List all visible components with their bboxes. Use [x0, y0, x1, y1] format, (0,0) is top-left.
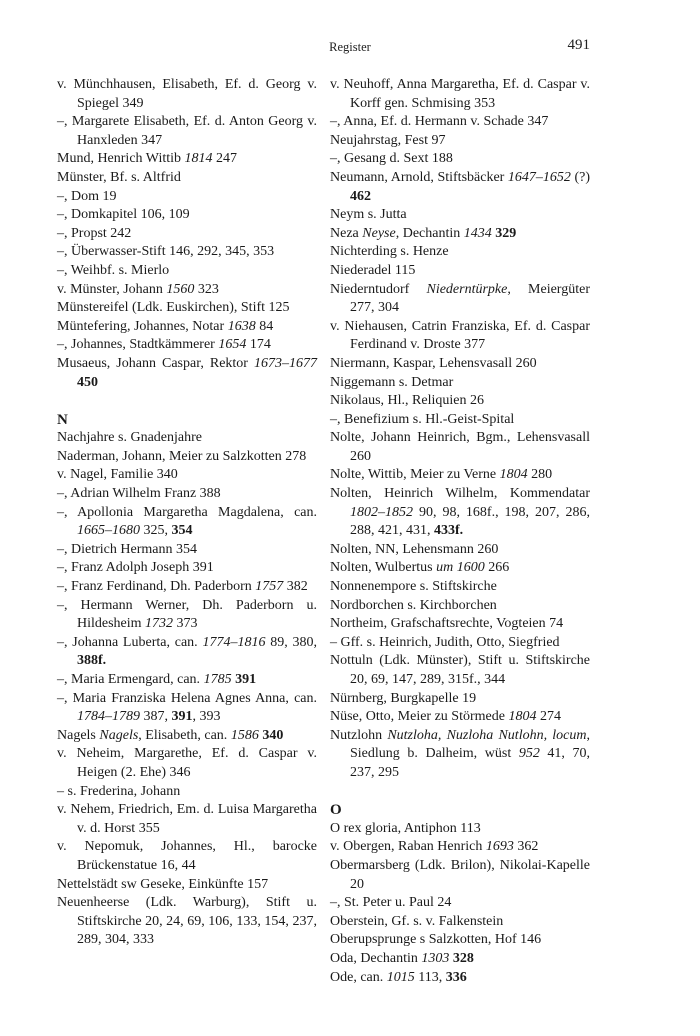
index-entry [57, 783, 317, 802]
index-entry [330, 225, 590, 244]
entry-text-run: Obermarsberg (Ldk. Brilon), Nikolai-Kapelle 20 [330, 857, 590, 892]
entry-text-run: Niederadel 115 [330, 262, 416, 278]
entry-text-run: O rex gloria, Antiphon 113 [330, 820, 481, 836]
index-entry [330, 374, 590, 393]
index-entry [330, 318, 590, 355]
index-entry [57, 281, 317, 300]
entry-text-run: –, Adrian Wilhelm Franz 388 [57, 486, 221, 502]
entry-text-run: v. Nepomuk, Johannes, Hl., barocke Brückenstatue 16, 44 [57, 839, 317, 873]
index-entry [330, 838, 590, 857]
index-entry [57, 448, 317, 467]
entry-text-run: 1693 [485, 839, 514, 855]
entry-text-run: –, Dom 19 [57, 188, 117, 204]
entry-text-run: 1654 [218, 337, 247, 353]
index-entry [57, 578, 317, 597]
entry-text-run: –, Benefizium s. Hl.-Geist-Spital [330, 411, 515, 427]
index-entry [330, 931, 590, 950]
index-entry [330, 950, 590, 969]
index-entry [330, 243, 590, 262]
entry-text-run: –, Franz Ferdinand, Dh. Paderborn [57, 579, 256, 595]
section-spacer [57, 392, 317, 411]
index-entry [330, 206, 590, 225]
entry-text-run: Oberupsprunge s Salzkotten, Hof 146 [330, 932, 542, 948]
entry-text-run: 280 [527, 467, 553, 483]
index-entry [57, 634, 317, 671]
index-entry [330, 727, 590, 783]
entry-text-run: Nüse, Otto, Meier zu Störmede [330, 709, 509, 725]
entry-text-run: –, Maria Ermengard, can. [57, 672, 204, 687]
index-entry [330, 392, 590, 411]
entry-text-run: 354 [171, 523, 193, 539]
entry-text-run: v. Neuhoff, Anna Margaretha, Ef. d. Caspar v. Korff gen. Schmising 353 [330, 77, 590, 111]
entry-text-run: –, Johanna Luberta, can. [57, 634, 203, 650]
entry-text-run: 387, [140, 709, 172, 725]
index-entry [330, 894, 590, 913]
entry-text-run: 462 [350, 188, 371, 204]
entry-text-run: 266 [484, 560, 510, 576]
entry-text-run: 340 [262, 727, 284, 743]
entry-text-run: –, Hermann Werner, Dh. Paderborn u. Hildesheim [57, 597, 317, 632]
entry-text-run: v. Nehem, Friedrich, Em. d. Luisa Margaretha v. d. Horst 355 [57, 802, 317, 836]
index-entry [57, 299, 317, 318]
entry-text-run: 1586 [230, 727, 259, 743]
entry-text-run: Neyse [362, 225, 396, 241]
index-entry [330, 113, 590, 132]
entry-text-run: Nürnberg, Burgkapelle 19 [330, 690, 477, 706]
entry-text-run: , Siedlung b. Dalheim, wüst [350, 727, 590, 762]
entry-text-run: Musaeus, Johann Caspar, Rektor [57, 355, 254, 371]
entry-text-run: 952 [518, 746, 540, 762]
entry-text-run: O [330, 802, 342, 819]
index-entry [330, 466, 590, 485]
index-entry [330, 969, 590, 988]
entry-text-run: Neumann, Arnold, Stiftsbäcker [330, 169, 508, 185]
entry-text-run: Nolte, Johann Heinrich, Bgm., Lehensvasall 260 [330, 430, 590, 464]
entry-text-run: 1802–1852 [350, 504, 413, 520]
entry-text-run: 1784–1789 [77, 709, 140, 725]
index-entry [330, 355, 590, 374]
entry-text-run: 1303 [421, 950, 450, 966]
section-letter [330, 801, 590, 820]
entry-text-run: Oberstein, Gf. s. v. Falkenstein [330, 913, 504, 929]
entry-text-run: 1804 [499, 467, 528, 483]
entry-text-run: 1785 [203, 672, 232, 687]
index-entry [330, 150, 590, 169]
index-entry [330, 132, 590, 151]
entry-text-run: 1757 [255, 579, 284, 595]
entry-text-run: Nolten, Heinrich Wilhelm, Kommendatar [330, 486, 590, 502]
index-entry [330, 281, 590, 318]
index-entry [330, 913, 590, 932]
index-entry [57, 504, 317, 541]
entry-text-run: Niederntürpke [426, 281, 508, 297]
index-entry [330, 690, 590, 709]
entry-text-run: 323 [194, 281, 219, 297]
index-entry [57, 150, 317, 169]
index-entry [57, 429, 317, 448]
entry-text-run: (?) [570, 169, 590, 185]
entry-text-run: Oda, Dechantin [330, 950, 422, 966]
entry-text-run: Münstereifel (Ldk. Euskirchen), Stift 125 [57, 300, 290, 316]
index-entry [330, 857, 590, 894]
entry-text-run: –, St. Peter u. Paul 24 [330, 895, 452, 911]
entry-text-run: Nolten, Wulbertus [330, 560, 437, 576]
entry-text-run: 1638 [227, 318, 256, 334]
index-entry [330, 169, 590, 206]
entry-text-run: –, Maria Franziska Helena Agnes Anna, can. [57, 690, 317, 706]
entry-text-run: 362 [513, 839, 539, 855]
index-entry [330, 820, 590, 839]
entry-text-run: , Elisabeth, can. [138, 727, 231, 743]
entry-text-run: 391 [235, 672, 257, 687]
index-entry [57, 745, 317, 782]
index-entry [330, 76, 590, 113]
entry-text-run: 450 [77, 374, 98, 390]
entry-text-run: 247 [212, 151, 237, 167]
index-entry [57, 225, 317, 244]
index-entry [57, 690, 317, 727]
index-entry [57, 597, 317, 634]
index-entry [330, 615, 590, 634]
entry-text-run: , 393 [192, 709, 221, 725]
entry-text-run: 336 [445, 969, 467, 985]
index-entry [57, 169, 317, 188]
index-column-left [57, 76, 317, 950]
entry-text-run: –, Apollonia Margaretha Magdalena, can. [57, 504, 317, 520]
entry-text-run: 1732 [145, 616, 174, 632]
entry-text-run: N [57, 411, 68, 428]
entry-text-run: v. Neheim, Margarethe, Ef. d. Caspar v. Heigen (2. Ehe) 346 [57, 746, 317, 780]
entry-text-run: Neza [330, 225, 363, 241]
index-entry [330, 411, 590, 430]
entry-text-run: Nutzlohn [330, 727, 388, 743]
index-entry [57, 727, 317, 746]
entry-text-run: Nichterding s. Henze [330, 244, 449, 260]
entry-text-run: –, Gesang d. Sext 188 [330, 151, 453, 167]
entry-text-run: v. Obergen, Raban Henrich [330, 839, 486, 855]
index-entry [57, 206, 317, 225]
entry-text-run: 325, [140, 523, 172, 539]
entry-text-run: 174 [246, 337, 271, 353]
entry-text-run: Nagels [57, 727, 100, 743]
entry-text-run: 328 [452, 950, 474, 966]
entry-text-run: 1665–1680 [77, 523, 140, 539]
entry-text-run: Nagels [99, 727, 139, 743]
entry-text-run: –, Margarete Elisabeth, Ef. d. Anton Georg v. Hanxleden 347 [57, 114, 317, 148]
index-entry [57, 318, 317, 337]
index-entry [330, 578, 590, 597]
entry-text-run: 84 [255, 318, 274, 334]
entry-text-run: –, Propst 242 [57, 225, 132, 241]
section-spacer [330, 783, 590, 802]
section-letter [57, 411, 317, 430]
running-head: Register [329, 40, 371, 54]
entry-text-run: 1814 [184, 151, 213, 167]
entry-text-run: –, Franz Adolph Joseph 391 [57, 560, 214, 576]
entry-text-run: –, Anna, Ef. d. Hermann v. Schade 347 [330, 114, 549, 130]
entry-text-run: Nutzloha, Nuzloha Nutlohn, locum [387, 727, 587, 743]
entry-text-run: Neym s. Jutta [330, 207, 407, 223]
entry-text-run: Niermann, Kaspar, Lehensvasall 260 [330, 355, 537, 371]
entry-text-run: Nachjahre s. Gnadenjahre [57, 430, 202, 446]
entry-text-run: –, Dietrich Hermann 354 [57, 541, 197, 557]
index-entry [330, 262, 590, 281]
index-entry [330, 634, 590, 653]
entry-text-run: Nonnenempore s. Stiftskirche [330, 579, 497, 595]
index-entry [57, 876, 317, 895]
index-entry [57, 801, 317, 838]
entry-text-run: v. Münchhausen, Elisabeth, Ef. d. Georg v. Spiegel 349 [57, 77, 317, 111]
entry-text-run: v. Nagel, Familie 340 [57, 467, 178, 483]
index-entry [57, 559, 317, 578]
index-entry [57, 541, 317, 560]
entry-text-run: 391 [171, 709, 193, 725]
index-entry [57, 76, 317, 113]
entry-text-run: v. Niehausen, Catrin Franziska, Ef. d. Caspar Ferdinand v. Droste 377 [330, 318, 590, 353]
index-entry [57, 838, 317, 875]
entry-text-run: 1804 [508, 709, 537, 725]
entry-text-run: 433f. [434, 523, 464, 539]
index-entry [57, 671, 317, 690]
entry-text-run: Nolte, Wittib, Meier zu Verne [330, 467, 500, 483]
index-entry [330, 541, 590, 560]
entry-text-run: Neujahrstag, Fest 97 [330, 132, 446, 148]
entry-text-run: Niederntudorf [330, 281, 427, 297]
entry-text-run: 1647–1652 [507, 169, 571, 185]
index-entry [57, 262, 317, 281]
entry-text-run: 113, [414, 969, 446, 985]
entry-text-run: 1560 [166, 281, 195, 297]
entry-text-run: Nottuln (Ldk. Münster), Stift u. Stiftskirche 20, 69, 147, 289, 315f., 344 [330, 653, 590, 687]
entry-text-run: Nolten, NN, Lehensmann 260 [330, 541, 499, 557]
entry-text-run: Naderman, Johann, Meier zu Salzkotten 278 [57, 448, 307, 464]
index-entry [57, 894, 317, 950]
index-column-right [330, 76, 590, 987]
index-entry [57, 336, 317, 355]
entry-text-run: 89, 380, [265, 634, 318, 650]
entry-text-run: , Meiergüter 277, 304 [350, 281, 590, 316]
page-number: 491 [567, 37, 590, 53]
entry-text-run: 1015 [386, 969, 415, 985]
entry-text-run: 274 [536, 709, 561, 725]
index-entry [57, 466, 317, 485]
entry-text-run: –, Überwasser-Stift 146, 292, 345, 353 [57, 244, 275, 260]
index-entry [57, 188, 317, 207]
entry-text-run: 329 [495, 225, 517, 241]
entry-text-run: Ode, can. [330, 969, 387, 985]
index-entry [57, 355, 317, 392]
entry-text-run: 373 [173, 616, 198, 632]
entry-text-run: Nettelstädt sw Geseke, Einkünfte 157 [57, 876, 269, 892]
index-entry [330, 559, 590, 578]
index-entry [57, 485, 317, 504]
entry-text-run: 90, 98, 168f., 198, 207, 286, 288, 421, 431, [350, 504, 590, 539]
entry-text-run: 1774–1816 [202, 634, 266, 650]
entry-text-run: v. Münster, Johann [57, 281, 167, 297]
entry-text-run: Niggemann s. Detmar [330, 374, 454, 390]
entry-text-run: Northeim, Grafschaftsrechte, Vogteien 74 [330, 616, 564, 632]
index-entry [330, 485, 590, 541]
entry-text-run: 382 [283, 579, 308, 595]
entry-text-run: –, Johannes, Stadtkämmerer [57, 337, 219, 353]
entry-text-run: Nordborchen s. Kirchborchen [330, 597, 497, 613]
entry-text-run: Münster, Bf. s. Altfrid [57, 169, 181, 185]
entry-text-run: Müntefering, Johannes, Notar [57, 318, 228, 334]
entry-text-run: , Dechantin [395, 225, 464, 241]
index-entry [57, 113, 317, 150]
entry-text-run: –, Weihbf. s. Mierlo [57, 262, 170, 278]
entry-text-run: Nikolaus, Hl., Reliquien 26 [330, 393, 484, 409]
entry-text-run: Neuenheerse (Ldk. Warburg), Stift u. Stiftskirche 20, 24, 69, 106, 133, 154, 237, 289, 304, 333 [57, 895, 317, 948]
entry-text-run: 41, 70, 237, 295 [350, 746, 590, 780]
index-entry [330, 429, 590, 466]
index-entry [330, 708, 590, 727]
entry-text-run: – Gff. s. Heinrich, Judith, Otto, Siegfried [330, 634, 560, 650]
index-entry [330, 652, 590, 689]
entry-text-run: 1434 [463, 225, 492, 241]
entry-text-run: Mund, Henrich Wittib [57, 151, 185, 167]
entry-text-run: 388f. [77, 653, 107, 669]
entry-text-run: – s. Frederina, Johann [57, 783, 181, 799]
entry-text-run: 1673–1677 [254, 355, 317, 371]
index-entry [330, 597, 590, 616]
entry-text-run: um 1600 [436, 560, 485, 576]
entry-text-run: –, Domkapitel 106, 109 [57, 207, 190, 223]
index-entry [57, 243, 317, 262]
